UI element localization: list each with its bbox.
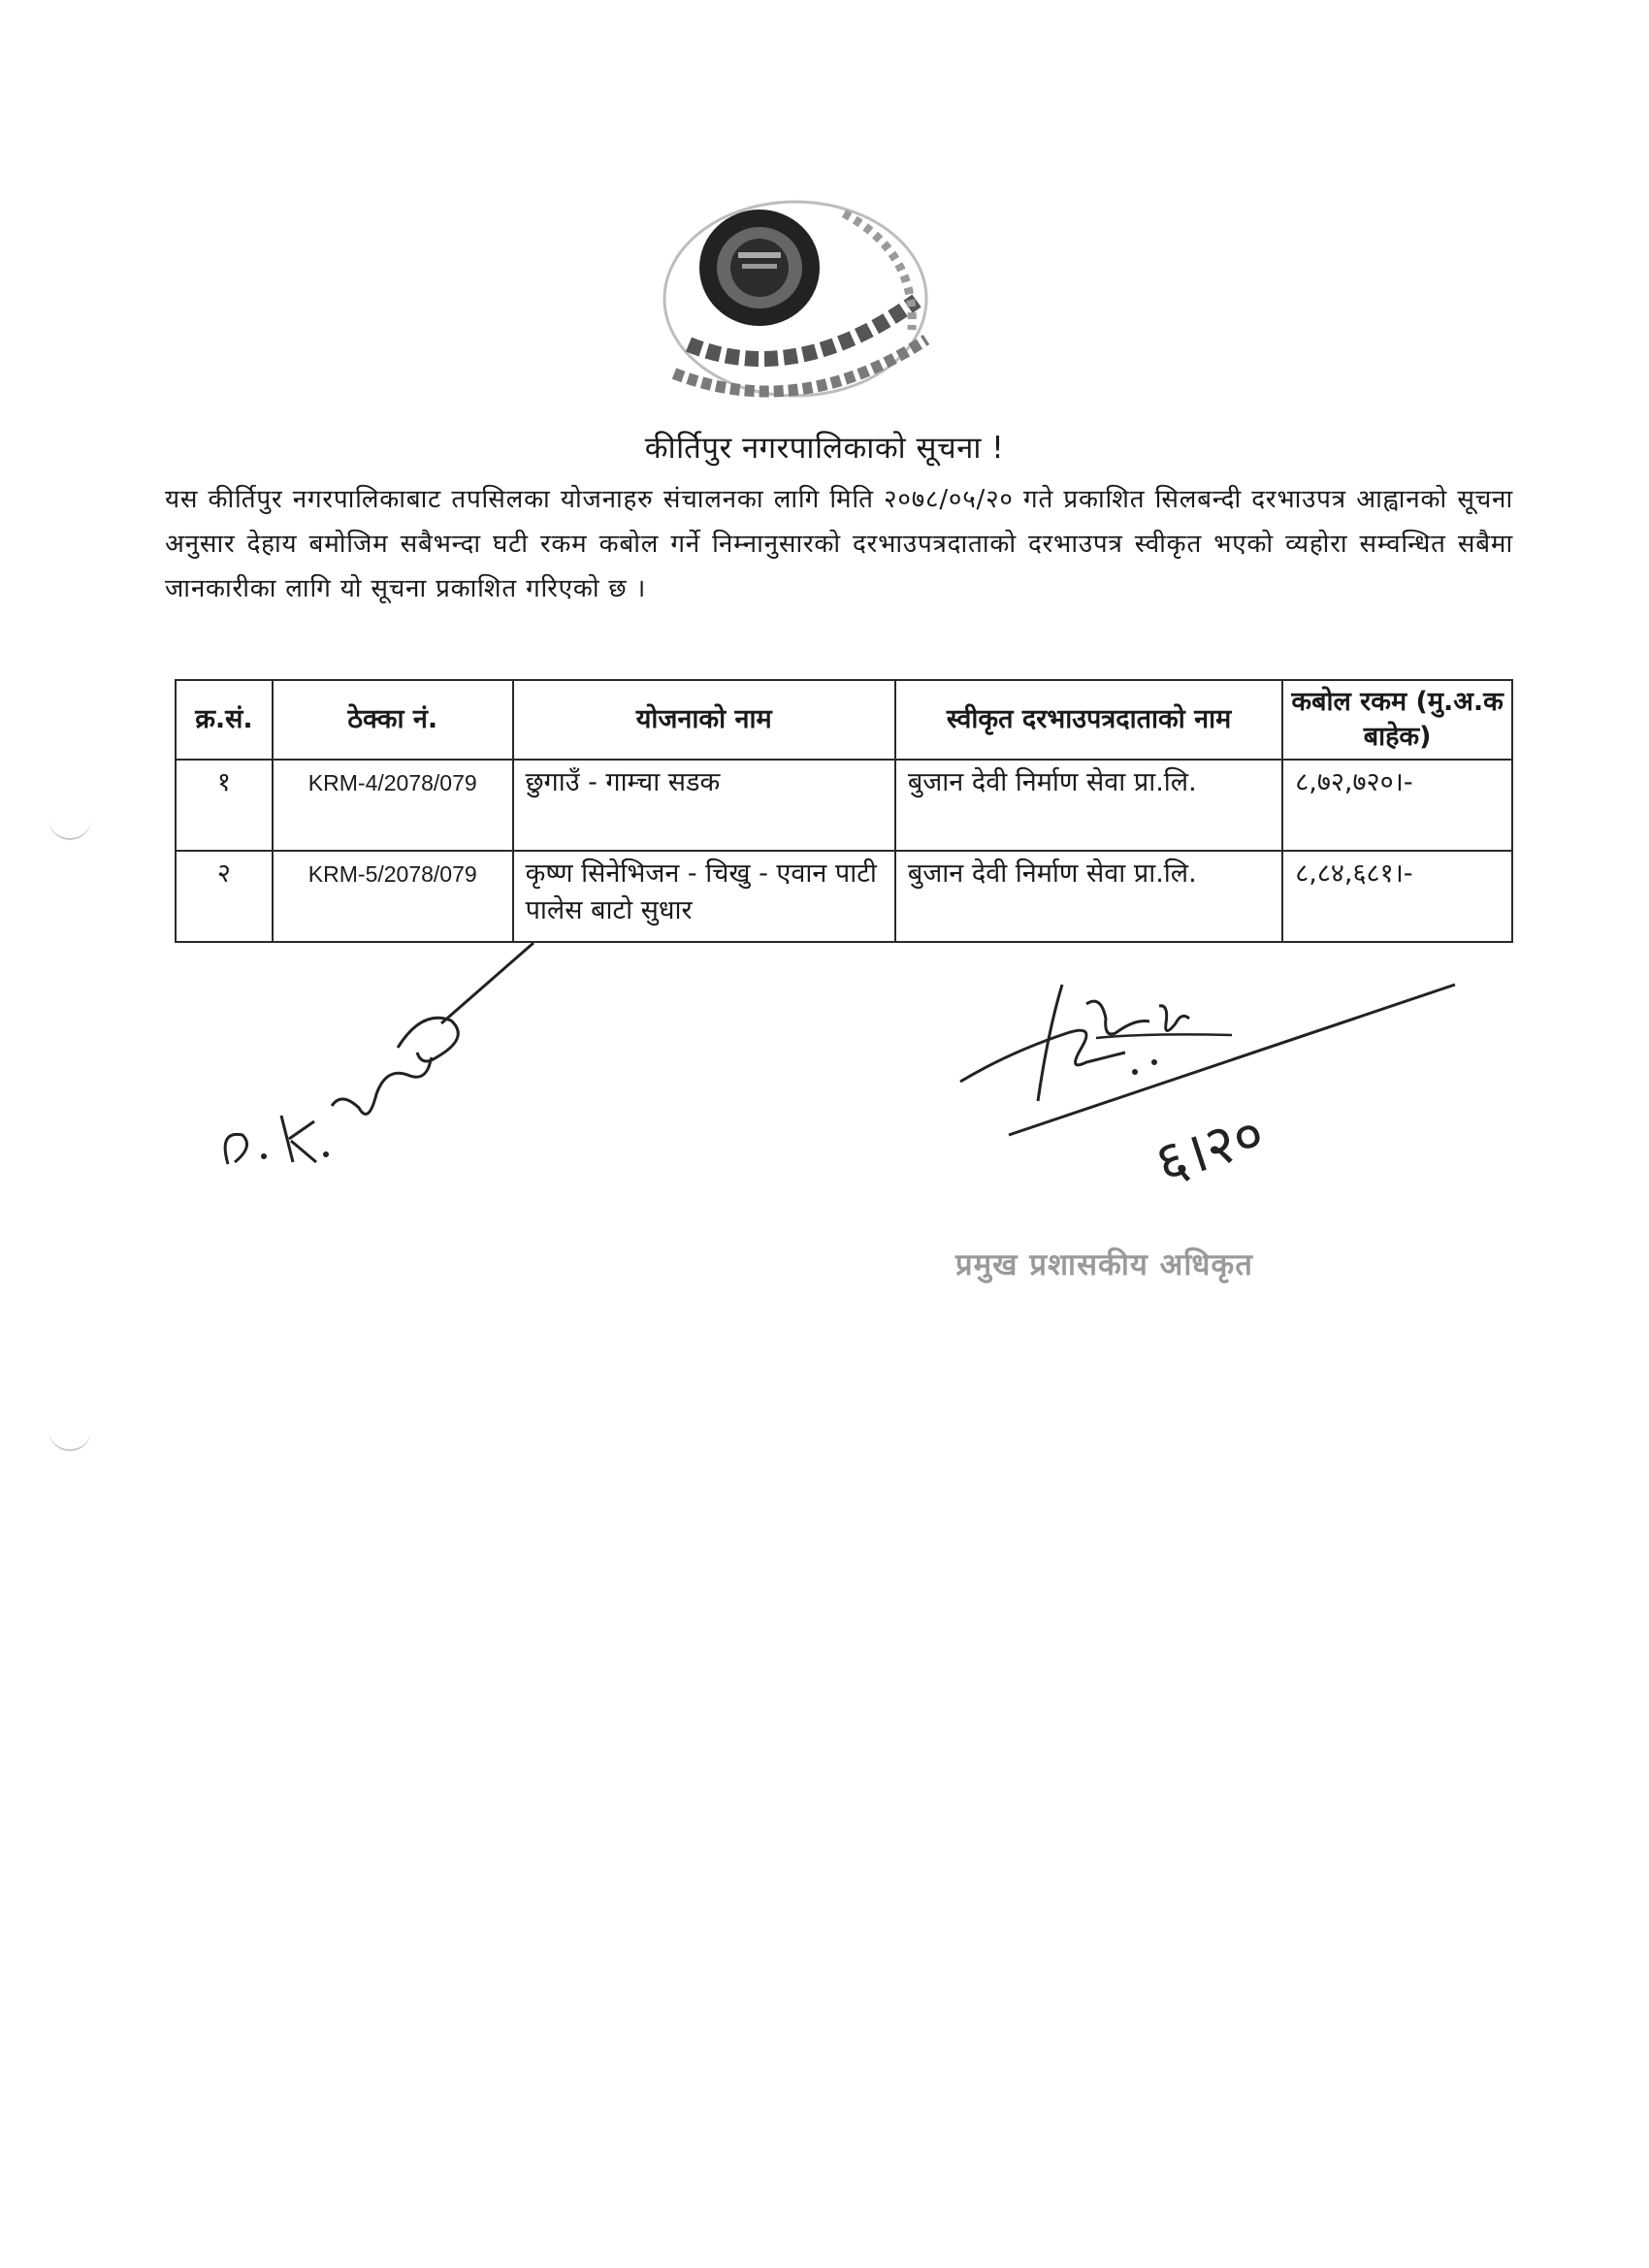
accepted-bids-table: [175, 679, 1513, 943]
left-signature: [213, 931, 563, 1203]
cell-project-name: कृष्ण सिनेभिजन - चिखु - एवान पाटी पालेस बाटो सुधार: [513, 851, 895, 942]
punch-hole-mark: [48, 815, 91, 840]
cell-sn: २: [176, 851, 273, 942]
cell-bidder-name: बुजान देवी निर्माण सेवा प्रा.लि.: [895, 760, 1282, 851]
notice-body: यस कीर्तिपुर नगरपालिकाबाट तपसिलका योजनाहरु संचालनका लागि मिति २०७८/०५/२० गते प्रकाशित सिलबन्दी दरभाउपत्र आह्वानको सूचना अनुसार देहाय बमोजिम सबैभन्दा घटी रकम कबोल गर्ने निम्नानुसारको दरभाउपत्रदाताको दरभाउपत्र स्वीकृत भएको व्यहोरा सम्वन्धित सबैमा जानकारीका लागि यो सूचना प्रकाशित गरिएको छ ।: [165, 485, 1513, 603]
right-signature: [951, 965, 1474, 1237]
notice-title: कीर्तिपुर नगरपालिकाको सूचना !: [644, 431, 1005, 466]
cell-project-name: छुगाउँ - गाम्चा सडक: [513, 760, 895, 851]
chief-officer-stamp: प्रमुख प्रशासकीय अधिकृत: [955, 1247, 1253, 1282]
cell-bid-amount: ८,८४,६८१।-: [1282, 851, 1512, 942]
punch-hole-mark: [48, 1426, 91, 1451]
header-sn: क्र.सं.: [176, 680, 273, 760]
header-bidder-name: स्वीकृत दरभाउपत्रदाताको नाम: [895, 680, 1282, 760]
cell-bid-amount: ८,७२,७२०।-: [1282, 760, 1512, 851]
table-header-row: [176, 680, 1512, 760]
cell-contract-no: KRM-4/2078/079: [273, 760, 513, 851]
header-bid-amount: कबोल रकम (मु.अ.क बाहेक): [1282, 680, 1512, 760]
header-project-name: योजनाको नाम: [513, 680, 895, 760]
header-contract-no: ठेक्का नं.: [273, 680, 513, 760]
signature-date: ६।२०: [1148, 1099, 1273, 1197]
cell-contract-no: KRM-5/2078/079: [273, 851, 513, 942]
cell-sn: १: [176, 760, 273, 851]
municipality-seal: [635, 184, 955, 446]
cell-bidder-name: बुजान देवी निर्माण सेवा प्रा.लि.: [895, 851, 1282, 942]
table-row: [176, 851, 1512, 942]
table-row: [176, 760, 1512, 851]
